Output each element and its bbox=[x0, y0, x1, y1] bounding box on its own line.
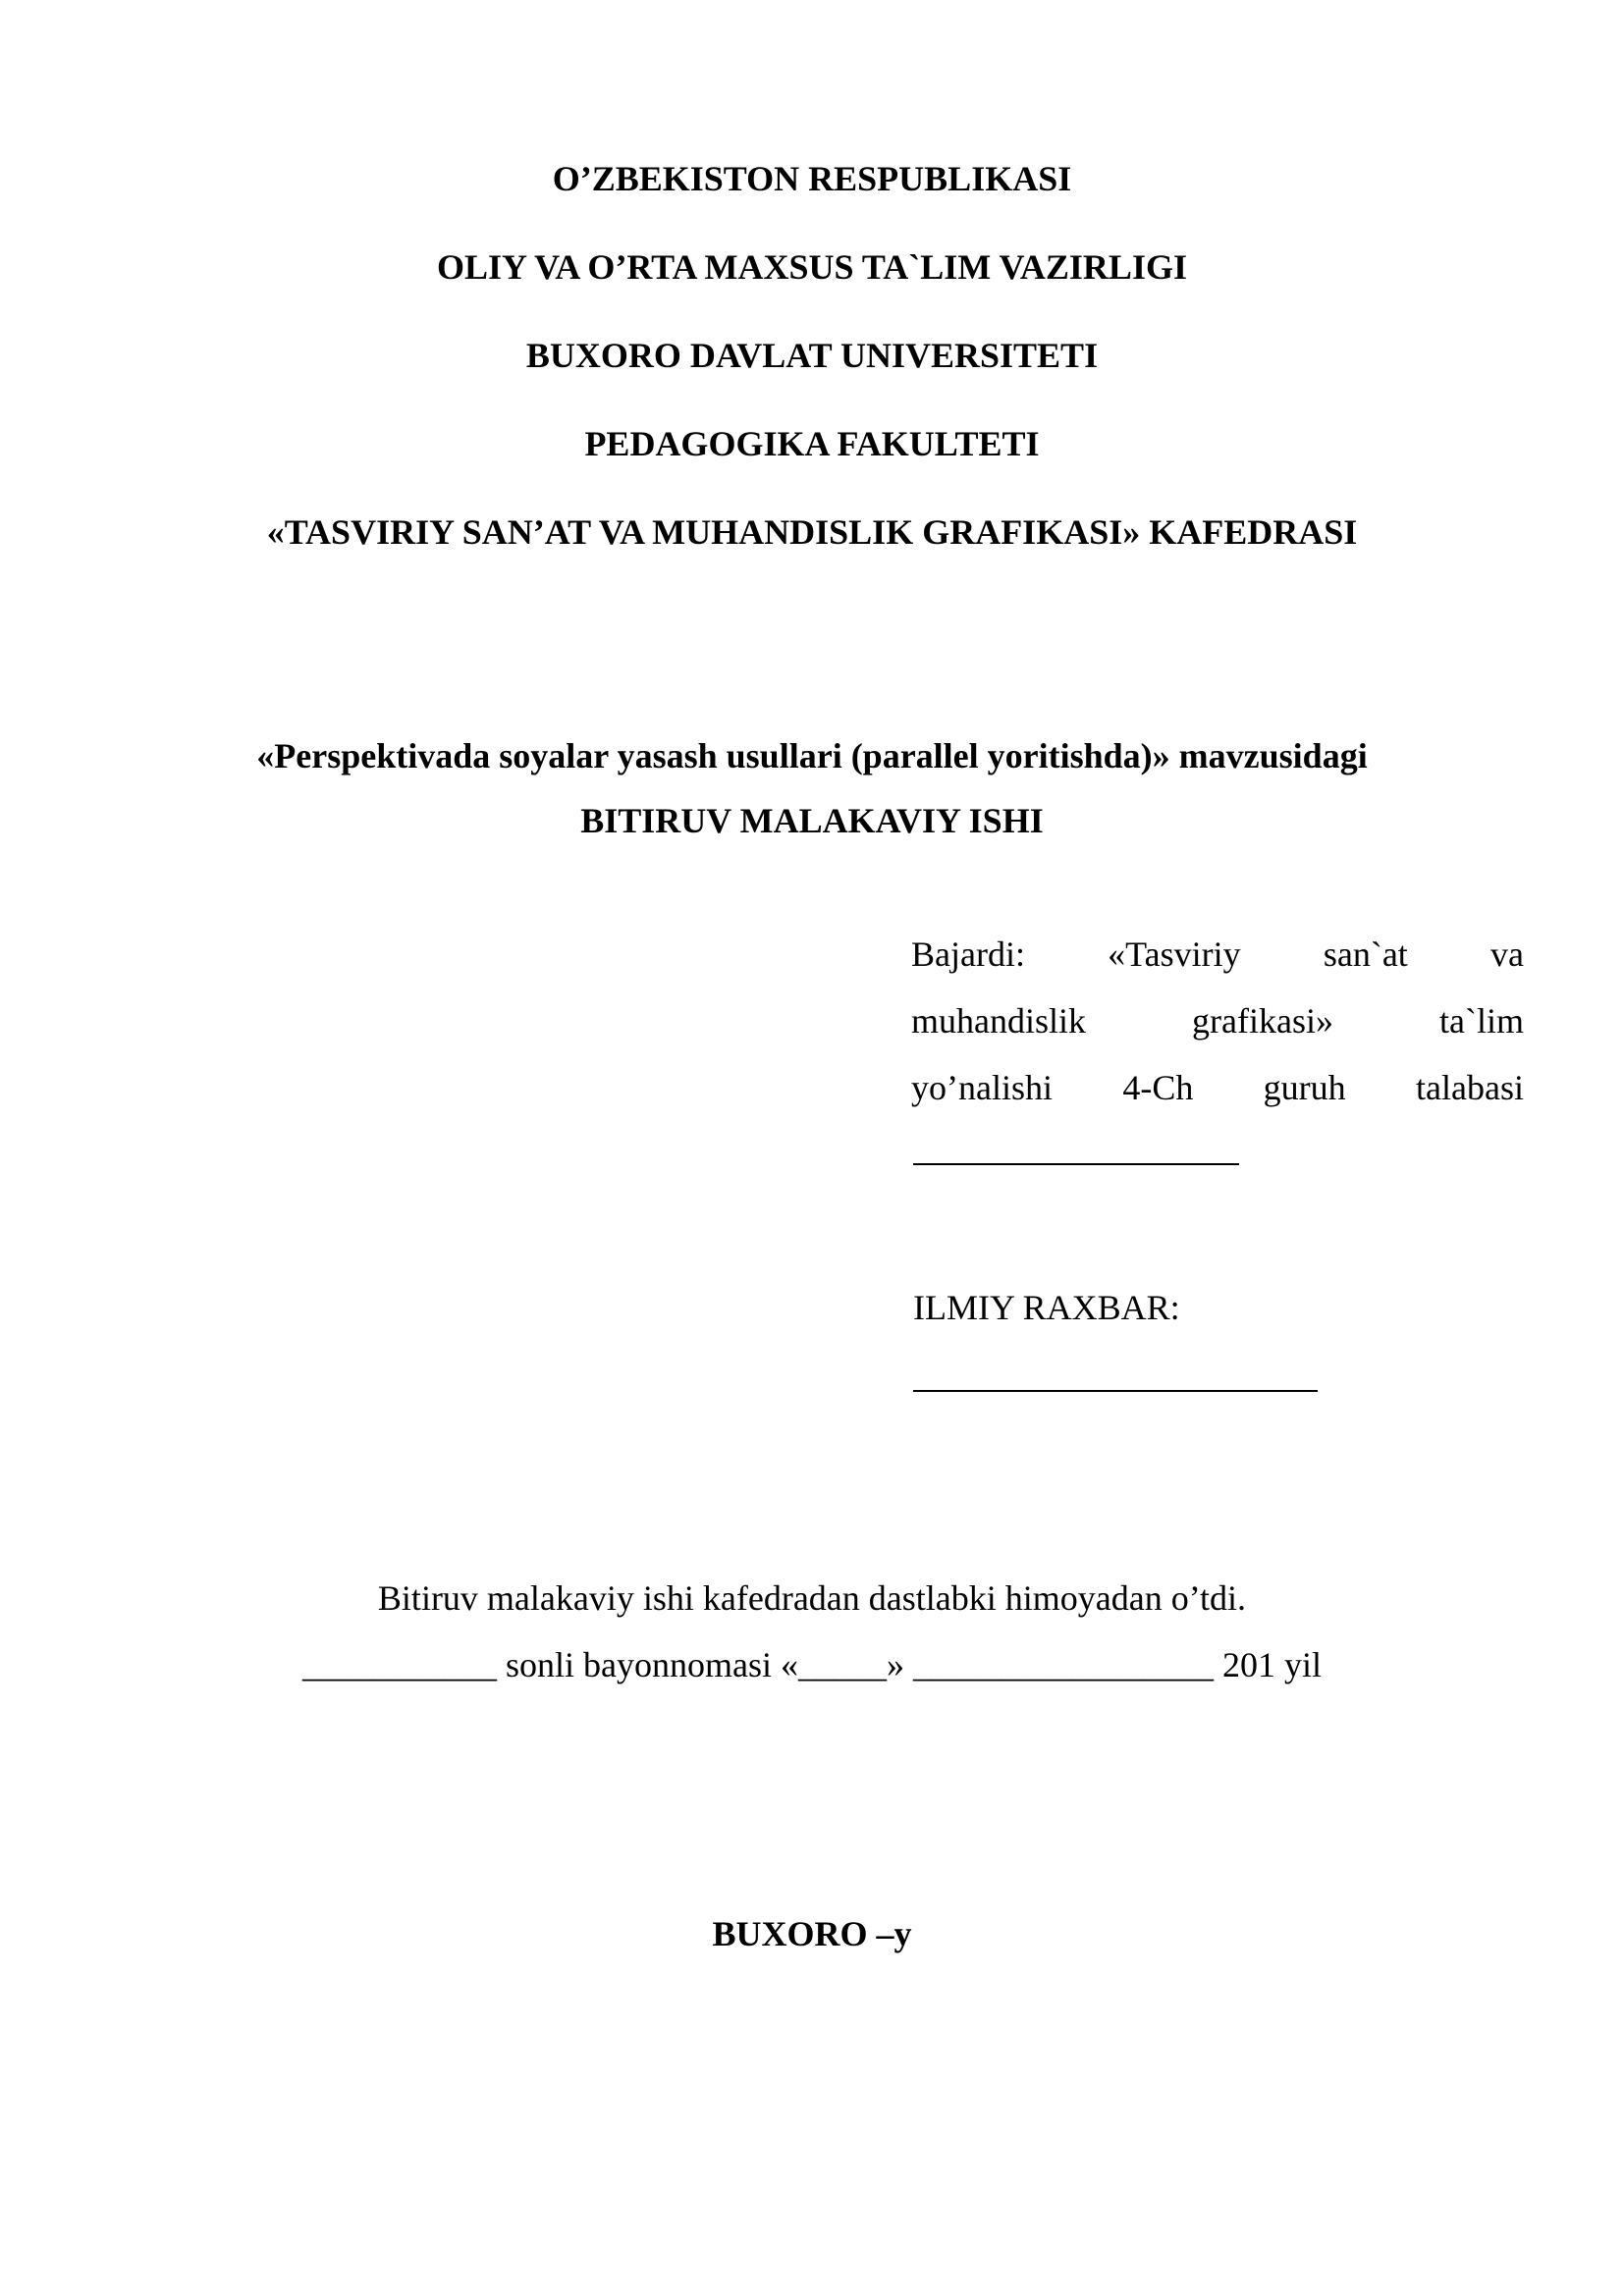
performer-word: yo’nalishi bbox=[911, 1068, 1053, 1107]
performer-word: 4-Ch bbox=[1122, 1068, 1194, 1107]
performer-word: san`at bbox=[1323, 934, 1408, 974]
performer-line-1 bbox=[911, 921, 1524, 988]
performer-word: ta`lim bbox=[1439, 1001, 1524, 1041]
university-heading: BUXORO DAVLAT UNIVERSITETI bbox=[525, 336, 1099, 375]
supervisor-signature-line bbox=[913, 1390, 1318, 1392]
city-year: BUXORO –y bbox=[712, 1914, 912, 1953]
ministry-heading: OLIY VA O’RTA MAXSUS TA`LIM VAZIRLIGI bbox=[437, 247, 1187, 287]
performer-block bbox=[911, 921, 1524, 1121]
performer-signature-line bbox=[913, 1163, 1239, 1165]
performer-word: va bbox=[1490, 934, 1524, 974]
performer-word: grafikasi» bbox=[1192, 1001, 1333, 1041]
defense-statement: Bitiruv malakaviy ishi kafedradan dastlabki himoyadan o’tdi. bbox=[377, 1578, 1247, 1618]
performer-line-2 bbox=[911, 988, 1524, 1054]
thesis-type: BITIRUV MALAKAVIY ISHI bbox=[580, 801, 1044, 840]
protocol-line: ___________ sonli bayonnomasi «_____» _________________ 201 yil bbox=[302, 1645, 1322, 1684]
department-heading: «TASVIRIY SAN’AT VA MUHANDISLIK GRAFIKASI» KAFEDRASI bbox=[266, 512, 1358, 552]
performer-line-3 bbox=[911, 1054, 1524, 1121]
performer-word: guruh bbox=[1263, 1068, 1346, 1107]
thesis-topic: «Perspektivada soyalar yasash usullari (parallel yoritishda)» mavzusidagi bbox=[256, 736, 1368, 775]
performer-word: muhandislik bbox=[911, 1001, 1086, 1041]
ministry-country-heading: O’ZBEKISTON RESPUBLIKASI bbox=[552, 159, 1072, 198]
faculty-heading: PEDAGOGIKA FAKULTETI bbox=[584, 424, 1040, 463]
performer-word: talabasi bbox=[1416, 1068, 1524, 1107]
supervisor-label: ILMIY RAXBAR: bbox=[913, 1288, 1180, 1327]
performer-word: «Tasviriy bbox=[1108, 934, 1241, 974]
performer-word: Bajardi: bbox=[911, 934, 1025, 974]
